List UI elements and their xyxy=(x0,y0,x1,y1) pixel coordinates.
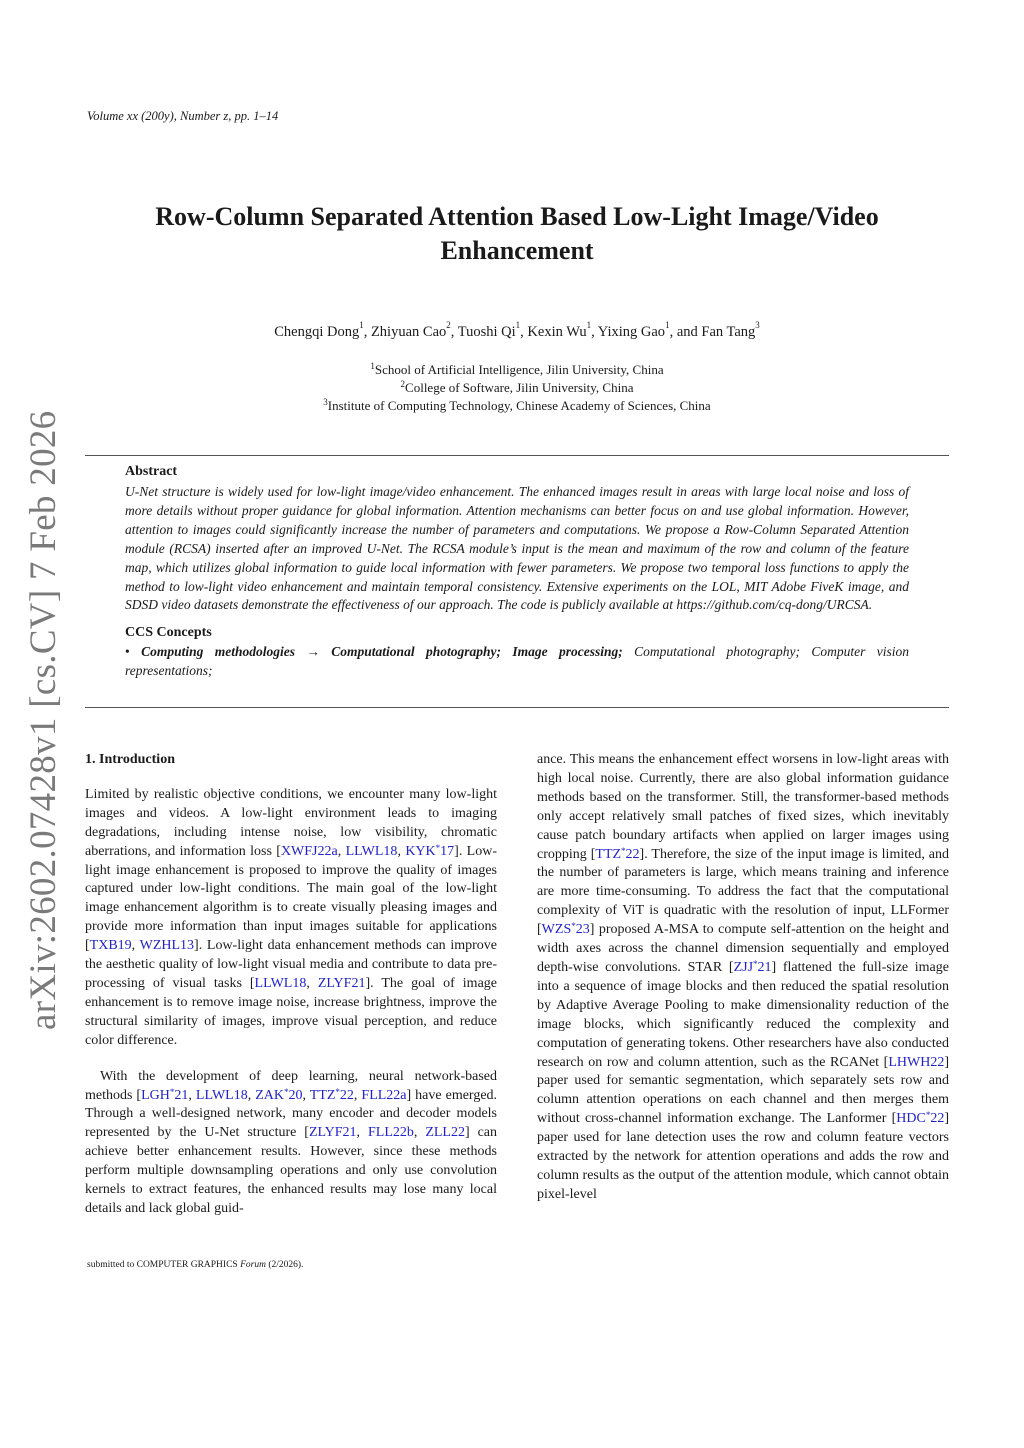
affiliation-list xyxy=(90,361,944,415)
citation-etal-mark: * xyxy=(169,1086,175,1097)
affiliation-text: Institute of Computing Technology, Chinese Academy of Sciences, China xyxy=(327,398,711,413)
author-separator: , xyxy=(450,324,458,340)
footer-suffix: (2/2026). xyxy=(265,1260,304,1270)
citation-link[interactable]: LHWH22 xyxy=(888,1054,945,1070)
ccs-heading: CCS Concepts xyxy=(125,625,212,641)
citation-link[interactable]: ZLYF21 xyxy=(308,1125,357,1141)
citation-etal-mark: * xyxy=(571,921,576,932)
author-name: Zhiyuan Cao xyxy=(370,324,447,340)
arxiv-identifier: arXiv:2602.07428v1 [cs.CV] 7 Feb 2026 xyxy=(23,410,64,1030)
citation-link[interactable]: TTZ*22 xyxy=(309,1086,354,1103)
citation-link[interactable]: FLL22a xyxy=(361,1087,407,1103)
affiliation-text: College of Software, Jilin University, China xyxy=(405,380,634,395)
ccs-rest: Computational photography; Computer vision representations; xyxy=(125,644,910,679)
right-column xyxy=(537,751,949,1205)
citation-etal-mark: * xyxy=(284,1086,289,1097)
citation-link[interactable]: ZJJ*21 xyxy=(733,958,772,975)
citation-etal-mark: * xyxy=(925,1110,931,1121)
citation-link[interactable]: LLWL18 xyxy=(195,1087,248,1103)
author-separator: , xyxy=(591,324,598,340)
author-affiliation-mark: 2 xyxy=(446,320,451,330)
ccs-concepts xyxy=(125,642,909,680)
left-column xyxy=(85,751,497,1219)
citation-link[interactable]: LGH*21 xyxy=(141,1086,189,1103)
abstract-text: U-Net structure is widely used for low-light image/video enhancement. The enhanced images result in areas with large local noise and loss of more details without proper guidance for global information. Attention mechanisms can better focus on and use global information. However, attention to images could significantly increase the number of parameters and computations. We propose a Row-Column Separated Attention module (RCSA) inserted after an improved U-Net. The RCSA module’s input is the mean and maximum of the row and column of the feature map, which utilizes global information to guide local information with fewer parameters. We propose two temporal loss functions to apply the method to low-light video enhancement and maintain temporal consistency. Extensive experiments on the LOL, MIT Adobe FiveK image, and SDSD video datasets demonstrate the effectiveness of our approach. The code is publicly available at https://github.com/cq-dong/URCSA. xyxy=(125,484,909,613)
citation-link[interactable]: ZLYF21 xyxy=(317,975,366,991)
abstract-top-rule xyxy=(85,455,949,456)
section-heading-introduction: 1. Introduction xyxy=(85,752,175,767)
intro-paragraph-continued: ance. This means the enhancement effect worsens in low-light areas with high local noise. Currently, there are also global information guidance methods based on the transformer. Still, the transformer-based methods only accept relatively small patches of fixed sizes, which inevitably cause patch boundary artifacts when applied on larger images using cropping [TTZ*22]. Therefore, the size of the input image is limited, and the number of parameters is large, which means training and inference are more time-consuming. To address the fact that the computational complexity of ViT is quadratic with the resolution of input, LLFormer [WZS*23] proposed A-MSA to compute self-attention on the height and width axes across the channel dimension sequentially and employed depth-wise convolutions. STAR [ZJJ*21] flattened the full-size image into a sequence of image blocks and then reduced the spatial resolution by Adaptive Average Pooling to make dimensionality reduction of the image blocks, which significantly reduced the complexity and computation of generating tokens. Other researchers have also conducted research on row and column attention, such as the RCANet [LHWH22] paper used for semantic segmentation, which separately sets row and column attention operations on each channel and then merges them without cross-channel information exchange. The Lanformer [HDC*22] paper used for lane detection uses the row and column feature vectors extracted by the network for attention operations and adds the row and column results as the output of the attention module, which cannot obtain pixel-level xyxy=(537,752,949,1202)
intro-paragraph-1: Limited by realistic objective conditions, we encounter many low-light images and videos. A low-light environment leads to imaging degradations, including intense noise, low visibility, chromatic aberrations, and information loss [XWFJ22a, LLWL18, KYK*17]. Low-light image enhancement is proposed to improve the quality of images captured under low-light conditions. The main goal of the low-light image enhancement algorithm is to create visually pleasing images and provide more information than input images suitable for applications [TXB19, WZHL13]. Low-light data enhancement methods can improve the aesthetic quality of low-light visual media and contribute to data pre-processing of visual tasks [LLWL18, ZLYF21]. The goal of image enhancement is to remove image noise, increase brightness, improve the structural similarity of images, improve visual perception, and reduce color difference. xyxy=(85,786,498,1048)
ccs-bullet: • xyxy=(125,644,130,660)
affiliation-number: 1 xyxy=(370,361,375,371)
affiliation-number: 3 xyxy=(323,397,328,407)
citation-link[interactable]: LLWL18 xyxy=(345,843,398,859)
author-affiliation-mark: 1 xyxy=(515,320,521,330)
citation-etal-mark: * xyxy=(435,842,441,853)
paper-title: Row-Column Separated Attention Based Low-Light Image/Video Enhancement xyxy=(155,202,879,265)
footer-prefix: submitted to COMPUTER GRAPHICS xyxy=(87,1260,241,1270)
author-name: Tuoshi Qi xyxy=(457,324,516,340)
citation-link[interactable]: KYK*17 xyxy=(405,842,455,859)
author-affiliation-mark: 1 xyxy=(586,320,592,330)
author-list xyxy=(90,320,944,341)
citation-link[interactable]: ZAK*20 xyxy=(255,1086,303,1103)
author-name: Fan Tang xyxy=(701,324,756,340)
author-separator: , xyxy=(520,324,528,340)
author-affiliation-mark: 1 xyxy=(359,320,364,330)
intro-paragraph-2: With the development of deep learning, neural network-based methods [LGH*21, LLWL18, ZAK*20, TTZ*22, FLL22a] have emerged. Through a well-designed network, many encoder and decoder models represented by the U-Net structure [ZLYF21, FLL22b, ZLL22] can achieve better enhancement results. However, since these methods perform multiple downsampling operations and only use convolution kernels to extract features, the enhanced results may lose many local details and lack global guid- xyxy=(85,1068,498,1216)
author-name: Kexin Wu xyxy=(527,324,587,340)
citation-etal-mark: * xyxy=(335,1086,340,1097)
page-footer xyxy=(87,1260,303,1270)
citation-link[interactable]: ZLL22 xyxy=(425,1125,465,1141)
citation-link[interactable]: FLL22b xyxy=(367,1125,414,1141)
journal-volume-line: Volume xx (200y), Number z, pp. 1–14 xyxy=(87,109,279,123)
citation-link[interactable]: HDC*22 xyxy=(896,1110,945,1127)
ccs-arrow: → xyxy=(295,644,332,660)
abstract-bottom-rule xyxy=(85,707,949,708)
author-separator: , and xyxy=(669,324,702,340)
citation-link[interactable]: LLWL18 xyxy=(254,975,307,991)
citation-link[interactable]: TTZ*22 xyxy=(595,845,640,862)
affiliation-line xyxy=(90,361,944,379)
citation-link[interactable]: WZS*23 xyxy=(541,921,590,938)
citation-etal-mark: * xyxy=(621,845,626,856)
author-name: Chengqi Dong xyxy=(274,324,360,340)
affiliation-line xyxy=(90,379,944,397)
affiliation-line xyxy=(90,397,944,415)
author-affiliation-mark: 1 xyxy=(665,320,670,330)
abstract-section xyxy=(125,462,909,680)
citation-etal-mark: * xyxy=(753,958,758,969)
author-name: Yixing Gao xyxy=(597,324,666,340)
affiliation-text: School of Artificial Intelligence, Jilin University, China xyxy=(374,362,664,377)
ccs-secondary: Computational photography; Image processing; xyxy=(331,644,623,660)
abstract-heading: Abstract xyxy=(125,464,178,479)
citation-link[interactable]: TXB19 xyxy=(89,938,132,954)
affiliation-number: 2 xyxy=(400,379,406,389)
author-affiliation-mark: 3 xyxy=(755,320,760,330)
citation-link[interactable]: XWFJ22a xyxy=(280,843,338,859)
citation-link[interactable]: WZHL13 xyxy=(139,938,195,954)
ccs-primary: Computing methodologies xyxy=(141,644,296,660)
footer-journal: Forum xyxy=(240,1260,266,1270)
author-separator: , xyxy=(363,324,371,340)
